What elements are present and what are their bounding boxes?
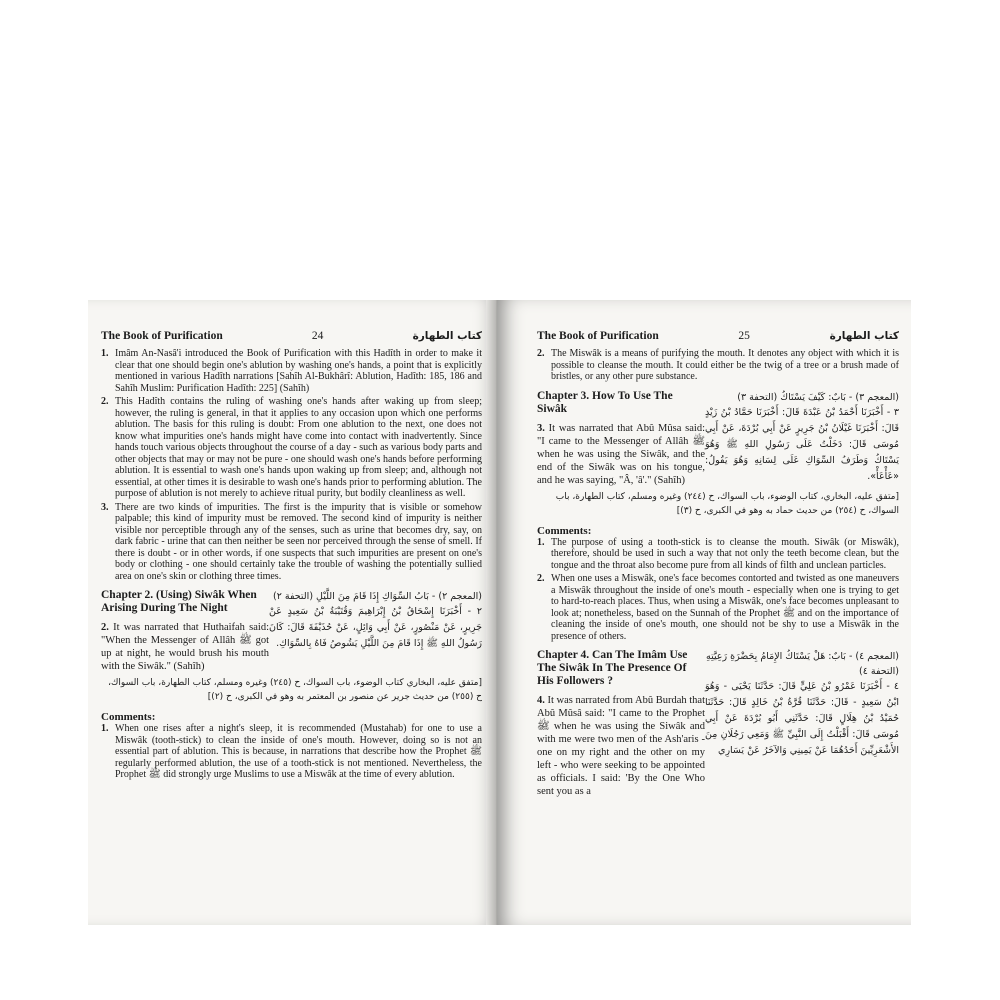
comment-text: When one uses a Miswâk, one's face becomes contorted and twisted as one maneuvers a Miswâk throughout the inside of one's mouth - especially when one is trying to get to hard-to-reach places. Thus, when using a Miswâk, one's face becomes unpleasant to look at; nonetheless, based on the Sunnah of the Prophet ﷺ and on the importance of cleaning the inside of one's mouth, one should not be shy to use a Miswâk in the presence of others. bbox=[551, 573, 899, 642]
top-notes-list bbox=[537, 348, 899, 383]
chapter-3-section bbox=[537, 390, 899, 487]
note-text: Imâm An-Nasâ'i introduced the Book of Purification with this Hadîth in order to make it clear that one should begin one's ablution by washing one's hands, a point that is explicitly mentioned in various Hadîth narrations [Sahîh Al-Bukhârî: Ablution, Hadîth: 185, 186 and Sahîh Muslim: Purification Hadîth: 225] (Sahîh) bbox=[115, 348, 482, 394]
hadith-english bbox=[101, 621, 269, 673]
book-title: The Book of Purification bbox=[101, 330, 223, 342]
left-page bbox=[88, 300, 496, 925]
hadith-reference: [متفق عليه، البخاري كتاب الوضوء، باب السواك، ح (٢٤٥) وغيره ومسلم، كتاب الطهارة، باب السواك، ح (٢٥٥) من حديث جرير عن منصور بن المعتمر به وهو في الكبرى، ح (٢)] bbox=[108, 678, 482, 702]
arabic-book-title: كتاب الطهارة bbox=[829, 330, 899, 342]
right-page bbox=[497, 300, 911, 925]
note-number: 2. bbox=[101, 396, 109, 407]
notes-list bbox=[101, 348, 482, 582]
hadith-text: It was narrated from Abû Burdah that Abû Mûsâ said: "I came to the Prophet ﷺ when he was using the Siwâk and with me were two men of the Ash'aris - one on my right and the other on my left - who were seeking to be appointed as officials. I said: 'By the One Who sent you as a bbox=[537, 695, 705, 797]
hadith-number: 4. bbox=[537, 695, 545, 706]
chapter-arabic bbox=[269, 589, 482, 673]
comment-item bbox=[537, 573, 899, 642]
chapter-title: Chapter 4. Can The Imâm Use The Siwâk In The Presence Of His Followers ? bbox=[537, 649, 688, 687]
chapter-4-section bbox=[537, 649, 899, 798]
comments-heading: Comments: bbox=[101, 711, 156, 723]
page-number: 25 bbox=[738, 330, 750, 342]
chapter-arabic-heading: (المعجم ٤) - بَابٌ: هَلْ يَسْتَاكُ الإِمَامُ بِحَضْرَةِ رَعِيَّتِهِ (التحفة ٤) bbox=[705, 651, 899, 677]
comment-number: 1. bbox=[101, 723, 109, 734]
comment-item bbox=[101, 723, 482, 781]
chapter-arabic-heading: (المعجم ٢) - بَابُ السِّوَاكِ إِذَا قَامَ مِنَ اللَّيْلِ (التحفة ٢) bbox=[273, 591, 482, 602]
note-item bbox=[101, 348, 482, 394]
hadith-reference: [متفق عليه، البخاري، كتاب الوضوء، باب السواك، ح (٢٤٤) وغيره ومسلم، كتاب الطهارة، باب السواك، ح (٢٥٤) من حديث حماد به وهو في الكبرى، ح (٣)] bbox=[555, 491, 899, 516]
arabic-book-title: كتاب الطهارة bbox=[412, 330, 482, 342]
hadith-number: 2. bbox=[101, 622, 109, 633]
chapter-arabic bbox=[705, 390, 899, 487]
chapter-title: Chapter 3. How To Use The Siwâk bbox=[537, 389, 673, 415]
book-title: The Book of Purification bbox=[537, 330, 659, 342]
hadith-arabic: ٣ - أَخْبَرَنَا أَحْمَدُ بْنُ عَبْدَةَ قَالَ: أَخْبَرَنَا حَمَّادُ بْنُ زَيْدٍ قَالَ: أَخْبَرَنَا غَيْلَانُ بْنُ جَرِيرٍ عَنْ أَبِي بُرْدَةَ، عَنْ أَبِي مُوسَى قَالَ: دَخَلْتُ عَلَى رَسُولِ اللهِ ﷺ وَهُوَ يَسْتَاكُ وَطَرَفُ السِّوَاكِ عَلَى لِسَانِهِ وَهُوَ يَقُولُ: «عَأْعَأْ». bbox=[705, 406, 899, 482]
note-item bbox=[101, 502, 482, 583]
note-number: 3. bbox=[101, 501, 109, 513]
hadith-arabic: ٤ - أَخْبَرَنَا عَمْرُو بْنُ عَلِيٍّ قَالَ: حَدَّثَنَا يَحْيَى - وَهُوَ ابْنُ سَعِيدٍ - قَالَ: حَدَّثَنَا قُرَّةُ بْنُ خَالِدٍ قَالَ: حَدَّثَنَا حُمَيْدُ بْنُ هِلَالٍ قَالَ: حَدَّثَنِي أَبُو بُرْدَةَ عَنْ أَبِي مُوسَى قَالَ: أَقْبَلْتُ إِلَى النَّبِيِّ ﷺ وَمَعِي رَجُلَانِ مِنَ الأَشْعَرِيِّينَ أَحَدُهُمَا عَنْ يَمِينِي وَالآخَرُ عَنْ يَسَارِي bbox=[705, 681, 899, 756]
hadith-number: 3. bbox=[537, 422, 545, 434]
comment-text: The purpose of using a tooth-stick is to cleanse the mouth. Siwâk (or Miswâk), therefore, should be used in such a way that not only the teeth become clean, but the tongue and the throat also become pure from all kinds of filth and unclean particles. bbox=[551, 536, 899, 571]
note-item bbox=[537, 348, 899, 383]
comment-item bbox=[537, 537, 899, 572]
chapter-arabic bbox=[705, 649, 899, 798]
page-header bbox=[537, 330, 899, 342]
chapter-title: Chapter 2. (Using) Siwâk When Arising During The Night bbox=[101, 589, 257, 614]
comment-text: When one rises after a night's sleep, it is recommended (Mustahab) for one to use a Miswâk (tooth-stick) to clean the inside of one's mouth. However, doing so is not an essential part of ablution. This is because, in narrations that describe how the Prophet ﷺ regularly performed ablution, the use of a tooth-stick is not mentioned. Nevertheless, the Prophet ﷺ did strongly urge Muslims to use a Miswâk at the time of every ablution. bbox=[115, 723, 482, 780]
chapter-arabic-heading: (المعجم ٣) - بَابٌ: كَيْفَ يَسْتَاكُ (التحفة ٣) bbox=[737, 391, 899, 403]
comment-number: 2. bbox=[537, 573, 545, 584]
note-item bbox=[101, 396, 482, 500]
hadith-english bbox=[537, 694, 705, 798]
chapter-2-section bbox=[101, 589, 482, 673]
hadith-arabic: ٢ - أَخْبَرَنَا إِسْحَاقُ بْنُ إِبْرَاهِيمَ وَقُتَيْبَةُ بْنُ سَعِيدٍ عَنْ جَرِيرٍ، عَنْ مَنْصُورٍ، عَنْ أَبِي وَائِلٍ، عَنْ حُذَيْفَةَ قَالَ: كَانَ رَسُولُ اللهِ ﷺ إِذَا قَامَ مِنَ اللَّيْلِ يَشُوصُ فَاهُ بِالسِّوَاكِ. bbox=[269, 606, 482, 649]
comments-list bbox=[101, 723, 482, 781]
page-header bbox=[101, 330, 482, 342]
note-text: This Hadîth contains the ruling of washing one's hands after waking up from sleep; however, the ruling is general, in that it applies to any occasion upon which one performs ablution. The basis for this ruling is doubt: From one ablution to the next, one does not know what impurities one's hands might have come into contact with inadvertently. Since hands touch various objects throughout the course of a day - such as various body parts and other objects that may or may not be pure - one should wash one's hands before performing ablution. It is essential to wash one's hands upon waking up from sleep; and, although not essential, at other times it is desirable to wash one's hands prior to performing ablution. The purpose of ablution is not merely to achieve ritual purity, but bodily cleanliness as well. bbox=[115, 396, 482, 499]
page-number: 24 bbox=[311, 330, 324, 342]
note-text: The Miswâk is a means of purifying the mouth. It denotes any object with which it is possible to cleanse the mouth. It could either be the twig of a tree or a brush made of bristles, or any other pure substance. bbox=[551, 348, 899, 382]
note-number: 2. bbox=[537, 348, 545, 359]
comments-list bbox=[537, 537, 899, 643]
hadith-text: It was narrated that Huthaifah said: "When the Messenger of Allâh ﷺ got up at night, he would brush his mouth with the Siwâk." (Sahîh) bbox=[101, 622, 270, 672]
note-number: 1. bbox=[101, 348, 109, 359]
comments-heading: Comments: bbox=[537, 524, 592, 537]
note-text: There are two kinds of impurities. The first is the impurity that is visible or somehow palpable; this kind of impurity must be removed. The second kind of impurity is neither visible nor perceptible through any of the senses, such as urine that becomes dry, say, on dark fabric - urine that can then neither be seen nor perceived through the sense of smell. If there is doubt - or in other words, if one suspects that such impurities are present on one's body or clothing - one should certainly take the trouble of washing the potentially sullied area on one's skin or clothing three times. bbox=[115, 501, 482, 582]
hadith-english bbox=[537, 422, 705, 487]
hadith-text: It was narrated that Abû Mûsa said: "I came to the Messenger of Allâh ﷺ when he was using the Siwâk, and the end of the Siwâk was on his tongue, and he was saying, "Â, 'â'." (Sahîh) bbox=[537, 422, 705, 486]
comment-number: 1. bbox=[537, 536, 545, 548]
